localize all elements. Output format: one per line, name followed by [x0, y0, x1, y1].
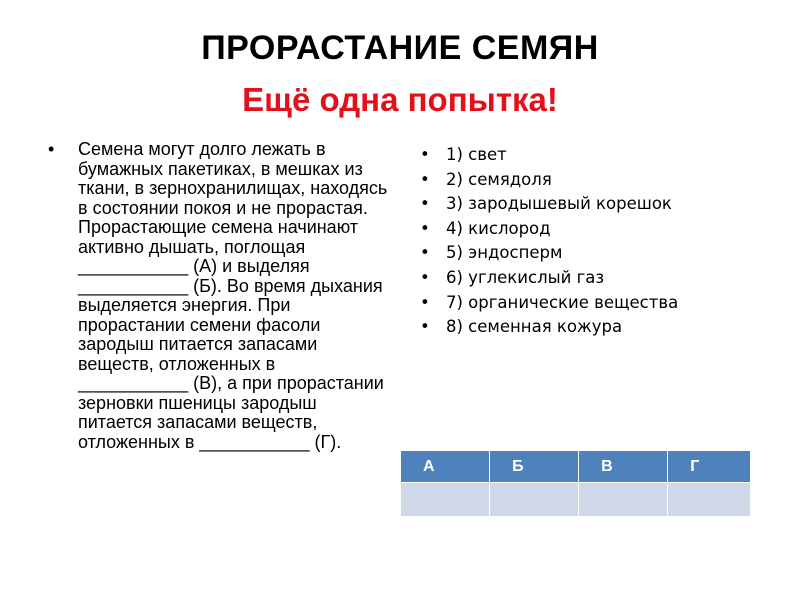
option-item: • 7) органические вещества [420, 291, 780, 316]
option-item: • 8) семенная кожура [420, 315, 780, 340]
answer-cell-a[interactable] [401, 483, 490, 517]
answer-cell-b[interactable] [490, 483, 579, 517]
slide-subtitle: Ещё одна попытка! [242, 81, 558, 118]
answer-header-v: В [579, 451, 668, 483]
answer-header-g: Г [668, 451, 751, 483]
option-item: • 6) углекислый газ [420, 266, 780, 291]
task-text: • Семена могут долго лежать в бумажных пакетиках, в мешках из ткани, в зернохранилищах, находясь в состоянии покоя и не прорастая. Прорастающие семена начинают активно дышать, поглощая ___________ (А) и выделяя ___________ (Б). Во время дыхания выделяется энергия. При прорастании семени фасоли зародыш питается запасами веществ, отложенных в ___________ (В), а при прорастании зерновки пшеницы зародыш питается запасами веществ, отложенных в ___________ (Г). [48, 140, 388, 452]
answer-cell-v[interactable] [579, 483, 668, 517]
slide-title: ПРОРАСТАНИЕ СЕМЯН [201, 29, 599, 67]
answer-header-a: А [401, 451, 490, 483]
answer-header-b: Б [490, 451, 579, 483]
option-item: • 3) зародышевый корешок [420, 192, 780, 217]
option-item: • 1) свет [420, 143, 780, 168]
answer-table [400, 450, 751, 517]
option-item: • 2) семядоля [420, 168, 780, 193]
option-item: • 4) кислород [420, 217, 780, 242]
options-list [420, 143, 780, 340]
option-item: • 5) эндосперм [420, 241, 780, 266]
answer-cell-g[interactable] [668, 483, 751, 517]
answer-table-row [401, 483, 751, 517]
answer-table-header-row [401, 451, 751, 483]
task-text-list [48, 140, 388, 452]
